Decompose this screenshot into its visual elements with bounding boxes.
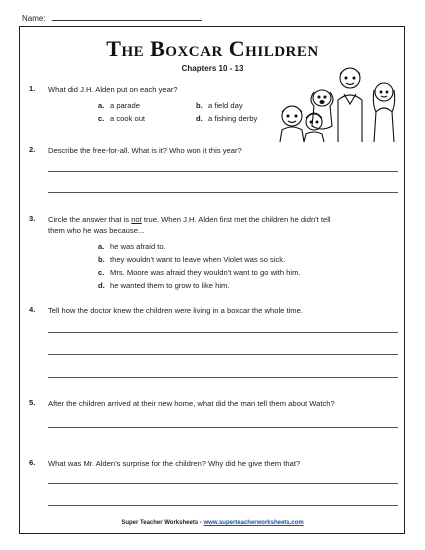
answer-option[interactable] [98,100,140,111]
option-text: they wouldn't want to leave when Violet was so sick. [110,255,286,264]
answer-option[interactable] [98,280,229,291]
chapters-subtitle: Chapters 10 - 13 [181,64,244,73]
question-text-line2: them who he was because... [48,226,145,235]
option-letter: c. [98,268,105,277]
option-letter: b. [196,101,203,110]
option-letter: d. [196,114,203,123]
name-row [22,13,202,23]
question-text: Tell how the doctor knew the children were living in a boxcar the whole time. [48,306,303,315]
question-text-emphasis: not [131,215,142,224]
option-text: a parade [110,101,140,110]
question-text: What did J.H. Alden put on each year? [48,85,178,94]
option-text: he wanted them to grow to like him. [110,281,230,290]
answer-line[interactable] [48,171,398,172]
answer-line[interactable] [48,332,398,333]
option-letter: d. [98,281,105,290]
question-number: 3. [29,214,36,223]
option-text: Mrs. Moore was afraid they wouldn't want to go with him. [110,268,301,277]
answer-line[interactable] [48,483,398,484]
answer-option[interactable] [98,113,145,124]
answer-line[interactable] [48,377,398,378]
option-letter: a. [98,242,105,251]
option-letter: c. [98,114,105,123]
answer-option[interactable] [196,100,243,111]
question-number: 2. [29,145,36,154]
option-letter: b. [98,255,105,264]
worksheet-title: The Boxcar Children [106,36,319,61]
answer-line[interactable] [48,354,398,355]
answer-option[interactable] [98,254,285,265]
question-text: What was Mr. Alden's surprise for the children? Why did he give them that? [48,459,301,468]
footer-credit [0,520,425,526]
option-text: a cook out [110,114,146,123]
footer-separator: - [198,520,204,526]
question-number: 1. [29,84,36,93]
answer-option[interactable] [196,113,257,124]
question-text [48,214,403,225]
question-text: After the children arrived at their new home, what did the man tell them about Watch? [48,399,335,408]
question-text-part: true. When J.H. Alden first met the children he didn't tell [141,215,331,224]
answer-line[interactable] [48,505,398,506]
boxcar-children-illustration [268,60,408,142]
name-line[interactable] [52,13,202,21]
option-text: a field day [208,101,243,110]
answer-option[interactable] [98,241,166,252]
answer-line[interactable] [48,427,398,428]
option-text: a fishing derby [208,114,258,123]
option-letter: a. [98,101,105,110]
footer-brand: Super Teacher Worksheets [121,520,199,526]
question-text-part: Circle the answer that is [48,215,132,224]
question-number: 4. [29,305,36,314]
option-text: he was afraid to. [110,242,166,251]
answer-option[interactable] [98,267,301,278]
answer-line[interactable] [48,192,398,193]
footer-url-link[interactable]: www.superteacherworksheets.com [203,520,304,526]
question-number: 6. [29,458,36,467]
question-text: Describe the free-for-all. What is it? Who won it this year? [48,146,242,155]
question-number: 5. [29,398,36,407]
name-label: Name: [22,14,46,23]
